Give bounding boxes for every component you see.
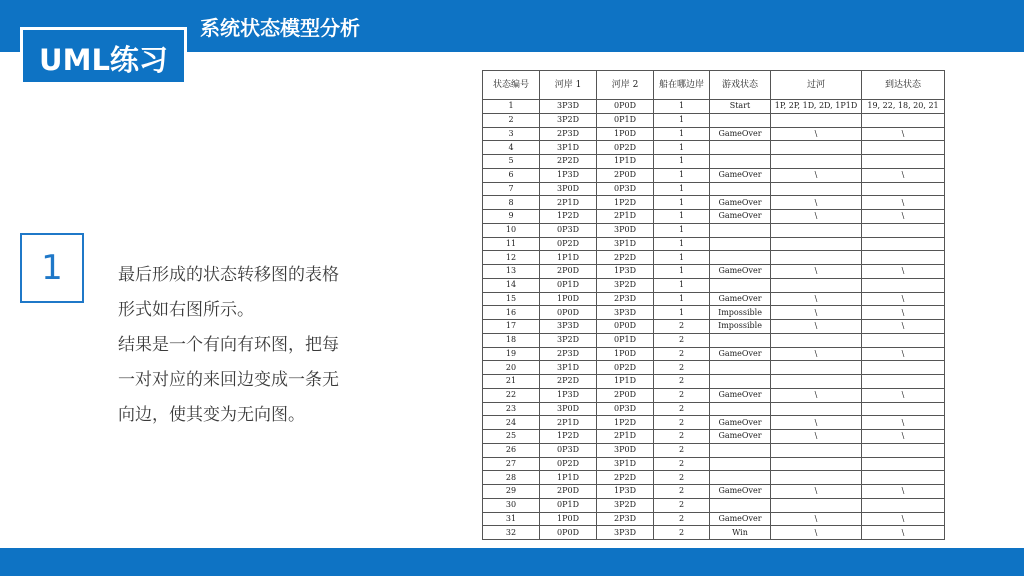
table-row	[483, 182, 945, 196]
table-row	[483, 127, 945, 141]
title-badge-text: UML练习	[39, 43, 168, 77]
boat-side-cell: 2	[654, 526, 710, 540]
bank-1-cell: 1P0D	[540, 292, 597, 306]
bank-2-cell: 0P0D	[597, 320, 654, 334]
bank-2-cell: 0P2D	[597, 141, 654, 155]
target-state-cell: \	[862, 347, 945, 361]
table-row	[483, 320, 945, 334]
target-state-cell	[862, 278, 945, 292]
table-row	[483, 485, 945, 499]
bank-2-cell: 0P1D	[597, 333, 654, 347]
table-row	[483, 155, 945, 169]
col-header-bank-1: 河岸 1	[540, 71, 597, 100]
game-state-cell	[710, 237, 771, 251]
crossing-cell: \	[771, 210, 862, 224]
table-row	[483, 292, 945, 306]
state-id-cell: 23	[483, 402, 540, 416]
bank-2-cell: 3P2D	[597, 278, 654, 292]
target-state-cell: \	[862, 196, 945, 210]
state-id-cell: 12	[483, 251, 540, 265]
target-state-cell: \	[862, 306, 945, 320]
target-state-cell	[862, 223, 945, 237]
table-row	[483, 141, 945, 155]
target-state-cell: \	[862, 127, 945, 141]
bank-2-cell: 0P0D	[597, 100, 654, 114]
table-row	[483, 278, 945, 292]
state-id-cell: 31	[483, 512, 540, 526]
game-state-cell	[710, 333, 771, 347]
table-row	[483, 498, 945, 512]
game-state-cell: GameOver	[710, 292, 771, 306]
game-state-cell: GameOver	[710, 196, 771, 210]
bank-2-cell: 2P1D	[597, 210, 654, 224]
bank-2-cell: 1P0D	[597, 127, 654, 141]
game-state-cell	[710, 141, 771, 155]
bank-1-cell: 3P1D	[540, 361, 597, 375]
bank-1-cell: 0P2D	[540, 457, 597, 471]
state-id-cell: 10	[483, 223, 540, 237]
bank-2-cell: 3P2D	[597, 498, 654, 512]
crossing-cell: \	[771, 416, 862, 430]
game-state-cell: GameOver	[710, 347, 771, 361]
target-state-cell	[862, 443, 945, 457]
description-line: 最后形成的状态转移图的表格	[118, 265, 339, 285]
state-id-cell: 4	[483, 141, 540, 155]
boat-side-cell: 1	[654, 113, 710, 127]
crossing-cell	[771, 471, 862, 485]
boat-side-cell: 1	[654, 182, 710, 196]
table-row	[483, 512, 945, 526]
bank-2-cell: 2P1D	[597, 430, 654, 444]
boat-side-cell: 1	[654, 196, 710, 210]
game-state-cell	[710, 155, 771, 169]
crossing-cell: \	[771, 512, 862, 526]
col-header-crossing: 过河	[771, 71, 862, 100]
bank-1-cell: 3P3D	[540, 320, 597, 334]
boat-side-cell: 1	[654, 278, 710, 292]
bank-1-cell: 2P2D	[540, 375, 597, 389]
table-row	[483, 196, 945, 210]
game-state-cell	[710, 223, 771, 237]
state-id-cell: 26	[483, 443, 540, 457]
bank-2-cell: 0P3D	[597, 402, 654, 416]
target-state-cell: \	[862, 416, 945, 430]
boat-side-cell: 1	[654, 168, 710, 182]
target-state-cell	[862, 237, 945, 251]
description-line: 一对对应的来回边变成一条无	[118, 370, 339, 390]
crossing-cell	[771, 375, 862, 389]
bank-2-cell: 0P3D	[597, 182, 654, 196]
game-state-cell	[710, 375, 771, 389]
bank-2-cell: 2P0D	[597, 388, 654, 402]
crossing-cell	[771, 155, 862, 169]
target-state-cell	[862, 113, 945, 127]
bank-2-cell: 3P3D	[597, 306, 654, 320]
bank-1-cell: 3P0D	[540, 182, 597, 196]
crossing-cell: \	[771, 388, 862, 402]
target-state-cell	[862, 375, 945, 389]
section-number-box	[20, 233, 84, 303]
state-id-cell: 20	[483, 361, 540, 375]
game-state-cell: GameOver	[710, 265, 771, 279]
bank-1-cell: 3P0D	[540, 402, 597, 416]
boat-side-cell: 1	[654, 141, 710, 155]
description-line: 向边，使其变为无向图。	[118, 405, 305, 425]
boat-side-cell: 2	[654, 416, 710, 430]
crossing-cell: \	[771, 196, 862, 210]
bank-2-cell: 2P3D	[597, 512, 654, 526]
bank-2-cell: 1P3D	[597, 265, 654, 279]
state-id-cell: 15	[483, 292, 540, 306]
bank-2-cell: 1P1D	[597, 375, 654, 389]
boat-side-cell: 2	[654, 320, 710, 334]
bank-1-cell: 0P3D	[540, 443, 597, 457]
table-row	[483, 265, 945, 279]
state-table	[482, 70, 945, 540]
state-id-cell: 19	[483, 347, 540, 361]
crossing-cell: \	[771, 430, 862, 444]
table-row	[483, 100, 945, 114]
game-state-cell	[710, 182, 771, 196]
target-state-cell: \	[862, 320, 945, 334]
table-row	[483, 347, 945, 361]
bank-1-cell: 3P2D	[540, 113, 597, 127]
boat-side-cell: 2	[654, 402, 710, 416]
state-id-cell: 11	[483, 237, 540, 251]
boat-side-cell: 2	[654, 388, 710, 402]
bank-2-cell: 0P2D	[597, 361, 654, 375]
target-state-cell	[862, 333, 945, 347]
game-state-cell	[710, 402, 771, 416]
game-state-cell: Start	[710, 100, 771, 114]
table-row	[483, 168, 945, 182]
description-line: 形式如右图所示。	[118, 300, 254, 320]
table-row	[483, 457, 945, 471]
bank-1-cell: 3P3D	[540, 100, 597, 114]
bank-1-cell: 2P2D	[540, 155, 597, 169]
bank-1-cell: 0P0D	[540, 306, 597, 320]
bank-1-cell: 0P1D	[540, 278, 597, 292]
bank-2-cell: 0P1D	[597, 113, 654, 127]
target-state-cell: \	[862, 485, 945, 499]
state-id-cell: 24	[483, 416, 540, 430]
game-state-cell: Impossible	[710, 306, 771, 320]
state-id-cell: 29	[483, 485, 540, 499]
game-state-cell: GameOver	[710, 416, 771, 430]
bank-2-cell: 3P0D	[597, 443, 654, 457]
bank-2-cell: 3P1D	[597, 237, 654, 251]
target-state-cell: \	[862, 210, 945, 224]
state-id-cell: 3	[483, 127, 540, 141]
table-row	[483, 430, 945, 444]
crossing-cell: \	[771, 347, 862, 361]
crossing-cell	[771, 223, 862, 237]
crossing-cell	[771, 182, 862, 196]
target-state-cell	[862, 402, 945, 416]
crossing-cell	[771, 251, 862, 265]
table-row	[483, 113, 945, 127]
table-body	[483, 100, 945, 540]
bank-1-cell: 3P1D	[540, 141, 597, 155]
target-state-cell	[862, 251, 945, 265]
col-header-state-id: 状态编号	[483, 71, 540, 100]
boat-side-cell: 2	[654, 512, 710, 526]
boat-side-cell: 2	[654, 457, 710, 471]
bank-1-cell: 1P3D	[540, 388, 597, 402]
game-state-cell	[710, 251, 771, 265]
game-state-cell: GameOver	[710, 485, 771, 499]
target-state-cell: \	[862, 292, 945, 306]
boat-side-cell: 1	[654, 127, 710, 141]
state-id-cell: 21	[483, 375, 540, 389]
game-state-cell	[710, 457, 771, 471]
bank-1-cell: 2P3D	[540, 127, 597, 141]
state-id-cell: 28	[483, 471, 540, 485]
game-state-cell	[710, 361, 771, 375]
state-id-cell: 5	[483, 155, 540, 169]
table-row	[483, 333, 945, 347]
target-state-cell	[862, 182, 945, 196]
bank-2-cell: 1P2D	[597, 196, 654, 210]
table-row	[483, 375, 945, 389]
boat-side-cell: 1	[654, 306, 710, 320]
footer-bar	[0, 548, 1024, 576]
boat-side-cell: 1	[654, 237, 710, 251]
state-id-cell: 13	[483, 265, 540, 279]
crossing-cell	[771, 498, 862, 512]
table-row	[483, 210, 945, 224]
state-id-cell: 6	[483, 168, 540, 182]
crossing-cell	[771, 457, 862, 471]
bank-1-cell: 0P1D	[540, 498, 597, 512]
game-state-cell: GameOver	[710, 388, 771, 402]
table-row	[483, 251, 945, 265]
bank-1-cell: 1P2D	[540, 210, 597, 224]
description	[118, 258, 388, 433]
col-header-target-state: 到达状态	[862, 71, 945, 100]
bank-1-cell: 1P0D	[540, 512, 597, 526]
target-state-cell	[862, 498, 945, 512]
boat-side-cell: 1	[654, 210, 710, 224]
crossing-cell: \	[771, 485, 862, 499]
bank-2-cell: 2P2D	[597, 471, 654, 485]
table-row	[483, 416, 945, 430]
bank-2-cell: 2P3D	[597, 292, 654, 306]
state-id-cell: 14	[483, 278, 540, 292]
description-line: 结果是一个有向有环图，把每	[118, 335, 339, 355]
table-row	[483, 223, 945, 237]
target-state-cell: \	[862, 265, 945, 279]
bank-1-cell: 2P0D	[540, 265, 597, 279]
table-row	[483, 443, 945, 457]
crossing-cell: \	[771, 127, 862, 141]
bank-1-cell: 2P3D	[540, 347, 597, 361]
boat-side-cell: 2	[654, 485, 710, 499]
target-state-cell: 19, 22, 18, 20, 21	[862, 100, 945, 114]
state-id-cell: 8	[483, 196, 540, 210]
table-row	[483, 388, 945, 402]
game-state-cell: Win	[710, 526, 771, 540]
bank-2-cell: 3P1D	[597, 457, 654, 471]
game-state-cell: GameOver	[710, 512, 771, 526]
bank-2-cell: 1P1D	[597, 155, 654, 169]
boat-side-cell: 1	[654, 265, 710, 279]
game-state-cell	[710, 443, 771, 457]
state-id-cell: 25	[483, 430, 540, 444]
bank-2-cell: 2P0D	[597, 168, 654, 182]
crossing-cell: \	[771, 526, 862, 540]
crossing-cell: \	[771, 292, 862, 306]
target-state-cell: \	[862, 526, 945, 540]
bank-1-cell: 1P1D	[540, 251, 597, 265]
boat-side-cell: 1	[654, 223, 710, 237]
state-id-cell: 2	[483, 113, 540, 127]
bank-2-cell: 1P3D	[597, 485, 654, 499]
table-row	[483, 237, 945, 251]
table-header-row	[483, 71, 945, 100]
target-state-cell: \	[862, 168, 945, 182]
bank-2-cell: 1P2D	[597, 416, 654, 430]
bank-1-cell: 0P0D	[540, 526, 597, 540]
game-state-cell: GameOver	[710, 127, 771, 141]
col-header-game-state: 游戏状态	[710, 71, 771, 100]
boat-side-cell: 2	[654, 498, 710, 512]
game-state-cell: GameOver	[710, 430, 771, 444]
boat-side-cell: 1	[654, 292, 710, 306]
boat-side-cell: 2	[654, 347, 710, 361]
state-id-cell: 7	[483, 182, 540, 196]
boat-side-cell: 2	[654, 361, 710, 375]
bank-1-cell: 2P1D	[540, 196, 597, 210]
col-header-bank-2: 河岸 2	[597, 71, 654, 100]
state-id-cell: 27	[483, 457, 540, 471]
title-badge	[20, 27, 187, 85]
crossing-cell	[771, 141, 862, 155]
section-number: 1	[41, 248, 63, 288]
crossing-cell	[771, 443, 862, 457]
crossing-cell	[771, 237, 862, 251]
bank-1-cell: 1P3D	[540, 168, 597, 182]
bank-1-cell: 1P2D	[540, 430, 597, 444]
crossing-cell	[771, 113, 862, 127]
col-header-boat-side: 船在哪边岸	[654, 71, 710, 100]
crossing-cell	[771, 402, 862, 416]
game-state-cell	[710, 113, 771, 127]
crossing-cell: \	[771, 168, 862, 182]
game-state-cell: GameOver	[710, 210, 771, 224]
crossing-cell: \	[771, 320, 862, 334]
table-row	[483, 306, 945, 320]
boat-side-cell: 1	[654, 100, 710, 114]
target-state-cell	[862, 141, 945, 155]
target-state-cell: \	[862, 512, 945, 526]
state-id-cell: 30	[483, 498, 540, 512]
bank-1-cell: 1P1D	[540, 471, 597, 485]
boat-side-cell: 2	[654, 375, 710, 389]
boat-side-cell: 2	[654, 443, 710, 457]
state-id-cell: 1	[483, 100, 540, 114]
crossing-cell: \	[771, 265, 862, 279]
bank-1-cell: 2P0D	[540, 485, 597, 499]
crossing-cell: \	[771, 306, 862, 320]
bank-1-cell: 3P2D	[540, 333, 597, 347]
table-row	[483, 361, 945, 375]
boat-side-cell: 2	[654, 471, 710, 485]
boat-side-cell: 2	[654, 333, 710, 347]
target-state-cell	[862, 457, 945, 471]
state-id-cell: 16	[483, 306, 540, 320]
bank-1-cell: 0P3D	[540, 223, 597, 237]
boat-side-cell: 2	[654, 430, 710, 444]
target-state-cell: \	[862, 430, 945, 444]
table-row	[483, 471, 945, 485]
bank-2-cell: 3P0D	[597, 223, 654, 237]
crossing-cell	[771, 333, 862, 347]
boat-side-cell: 1	[654, 251, 710, 265]
target-state-cell	[862, 471, 945, 485]
bank-2-cell: 1P0D	[597, 347, 654, 361]
game-state-cell	[710, 278, 771, 292]
bank-2-cell: 3P3D	[597, 526, 654, 540]
state-id-cell: 17	[483, 320, 540, 334]
game-state-cell: Impossible	[710, 320, 771, 334]
target-state-cell	[862, 155, 945, 169]
game-state-cell	[710, 498, 771, 512]
state-id-cell: 22	[483, 388, 540, 402]
crossing-cell	[771, 361, 862, 375]
crossing-cell: 1P, 2P, 1D, 2D, 1P1D	[771, 100, 862, 114]
state-id-cell: 18	[483, 333, 540, 347]
table-row	[483, 526, 945, 540]
page-title: 系统状态模型分析	[200, 16, 360, 40]
bank-1-cell: 0P2D	[540, 237, 597, 251]
bank-1-cell: 2P1D	[540, 416, 597, 430]
game-state-cell	[710, 471, 771, 485]
game-state-cell: GameOver	[710, 168, 771, 182]
state-id-cell: 9	[483, 210, 540, 224]
bank-2-cell: 2P2D	[597, 251, 654, 265]
target-state-cell: \	[862, 388, 945, 402]
state-id-cell: 32	[483, 526, 540, 540]
crossing-cell	[771, 278, 862, 292]
table-row	[483, 402, 945, 416]
boat-side-cell: 1	[654, 155, 710, 169]
target-state-cell	[862, 361, 945, 375]
